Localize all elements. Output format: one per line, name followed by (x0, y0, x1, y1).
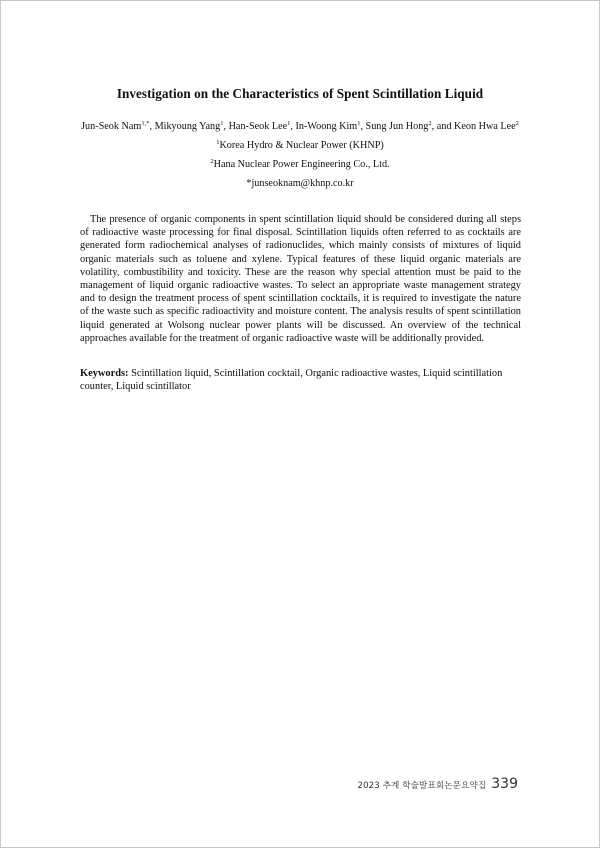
author-name: In-Woong Kim (295, 121, 358, 132)
author-affiliation-mark: 2 (515, 120, 519, 127)
author-name: Jun-Seok Nam (81, 121, 142, 132)
author-affiliation-mark: 1 (220, 120, 224, 127)
keywords-label: Keywords: (80, 368, 129, 379)
conference-name: 2023 추계 학술발표회논문요약집 (357, 781, 487, 791)
author-affiliation-mark: 2 (428, 120, 432, 127)
author-affiliation-mark: 1,* (141, 120, 150, 127)
affiliation-mark: 1 (216, 139, 220, 146)
paper-title: Investigation on the Characteristics of Spent Scintillation Liquid (116, 86, 484, 101)
affiliation-1 (0, 140, 600, 151)
affiliation-text: Korea Hydro & Nuclear Power (KHNP) (219, 140, 384, 151)
affiliation-mark: 2 (210, 158, 214, 165)
keywords-paragraph (80, 367, 521, 393)
author-affiliation-mark: 1 (287, 120, 291, 127)
author-separator: , (290, 121, 296, 132)
affiliation-text: Hana Nuclear Power Engineering Co., Ltd. (213, 159, 390, 170)
page-footer (358, 776, 519, 792)
author-list (40, 121, 560, 132)
author-separator: , (360, 121, 366, 132)
author-separator: , (223, 121, 229, 132)
corresponding-email: *junseoknam@khnp.co.kr (246, 178, 354, 189)
author-name: Mikyoung Yang (154, 121, 221, 132)
affiliation-2 (0, 159, 600, 170)
author-name: Keon Hwa Lee (454, 121, 516, 132)
author-separator: , (149, 121, 155, 132)
page-number: 339 (491, 776, 518, 792)
author-affiliation-mark: 1 (357, 120, 361, 127)
author-name: Sung Jun Hong (365, 121, 429, 132)
keywords-text: Scintillation liquid, Scintillation cocktail, Organic radioactive wastes, Liquid scintillation counter, Liquid scintillator (80, 368, 503, 393)
abstract-paragraph: The presence of organic components in spent scintillation liquid should be considered during all steps of radioactive waste processing for final disposal. Scintillation liquids often referred to as cocktails are generated form radiochemical analyses of radionuclides, which mainly consists of mixtures of liquid organic materials such as toluene and xylene. Typical features of these liquid organic materials are volatility, combustibility and toxicity. These are the reason why special attention must be paid to the management of liquid organic radioactive wastes. To select an appropriate waste management strategy and to design the treatment process of spent scintillation cocktails, it is required to investigate the nature of the waste such as specific radioactivity and moisture content. The analysis results of spent scintillation liquid generated at Wolsong nuclear power plants will be discussed. An overview of the technical approaches available for the treatment of organic radioactive waste will be additionally provided. (80, 214, 521, 344)
author-separator: , and (431, 121, 454, 132)
author-name: Han-Seok Lee (228, 121, 288, 132)
